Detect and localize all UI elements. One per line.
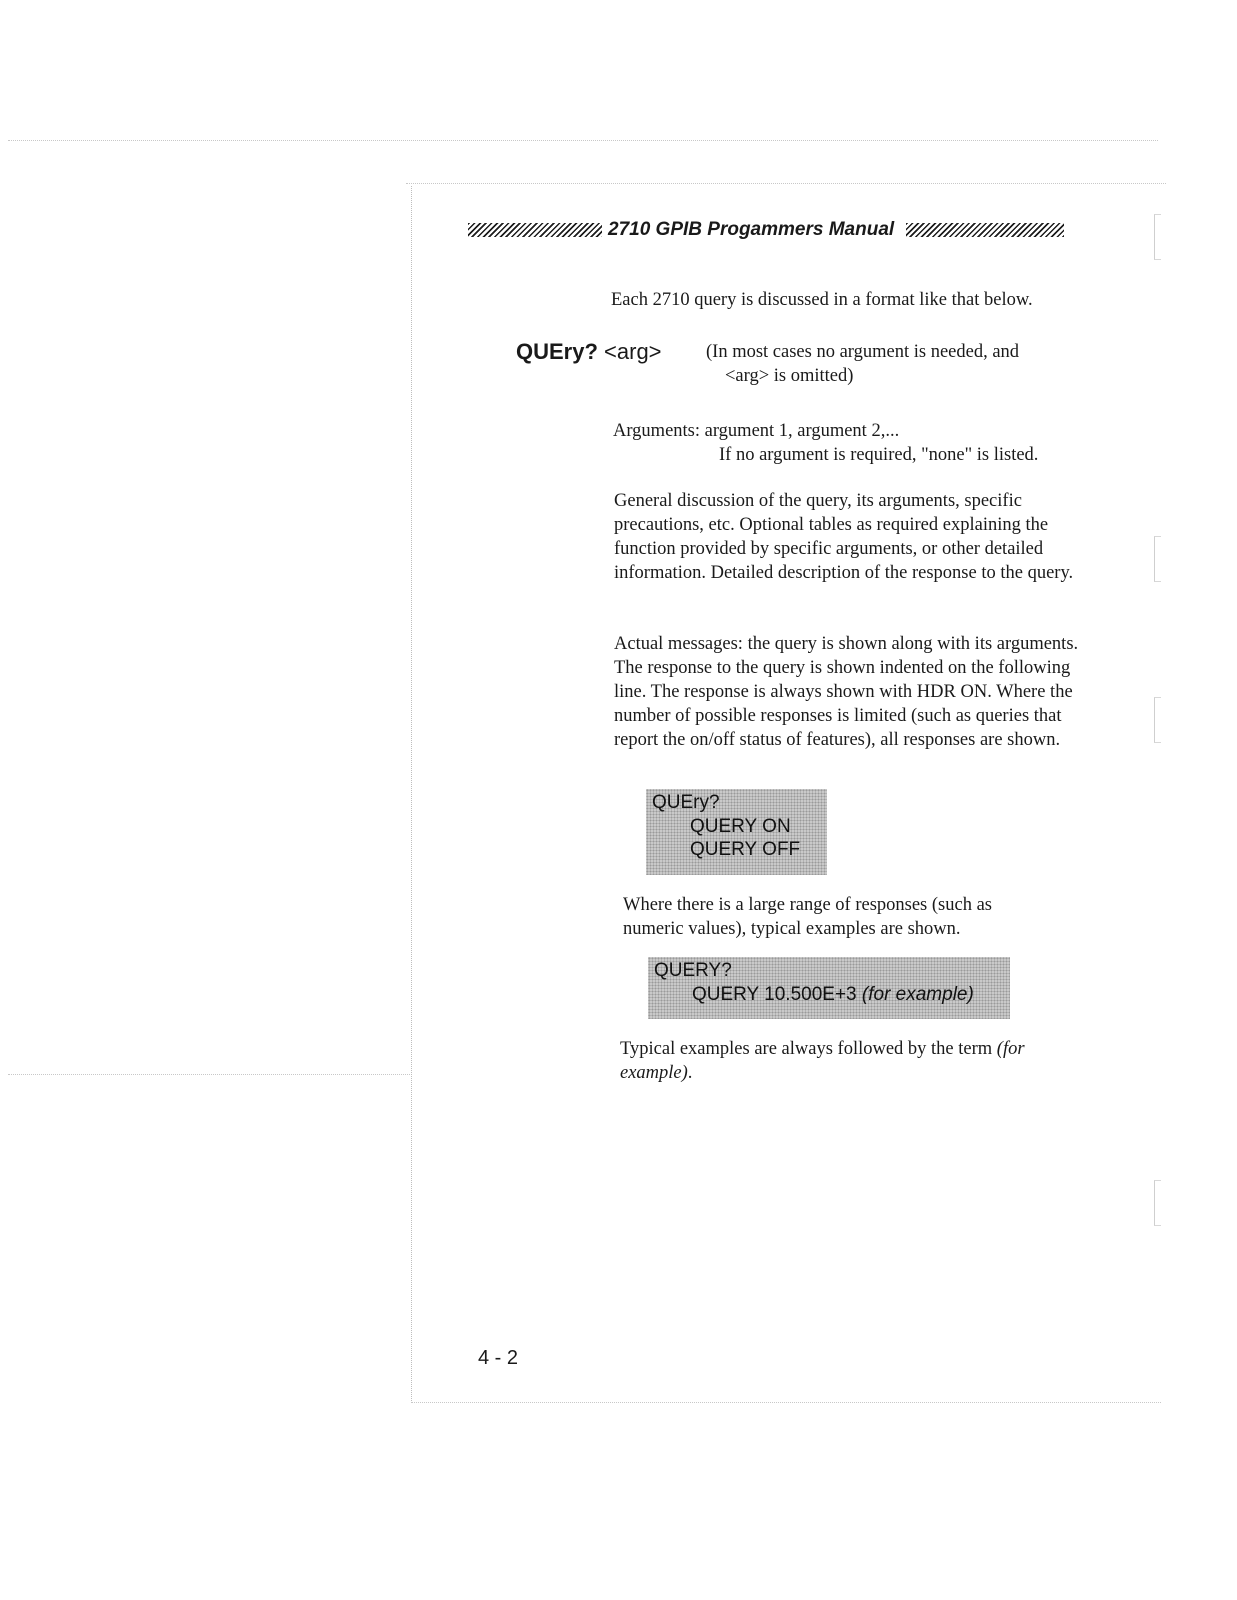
example1-response-off: QUERY OFF (690, 839, 801, 860)
query-command: QUEry? (516, 339, 598, 364)
page-border-bottom (411, 1402, 1161, 1403)
example2-query: QUERY? (654, 960, 732, 981)
large-range-paragraph: Where there is a large range of responses (such as numeric values), typical examples are shown. (623, 895, 992, 939)
example-box-numeric (648, 957, 1010, 1019)
example2-response: QUERY 10.500E+3 (692, 983, 862, 1005)
header-title: 2710 GPIB Progammers Manual (608, 219, 895, 240)
example2-response-line (654, 983, 1004, 1007)
actual-messages-paragraph: Actual messages: the query is shown along with its arguments. The response to the query is shown indented on the following line. The response is always shown with HDR ON. Where the number of possible responses is limited (such as queries that report the on/off status of features), all responses are shown. (614, 634, 1079, 750)
query-note (706, 340, 1086, 388)
header-hatch-right (906, 223, 1064, 237)
page-number: 4 - 2 (478, 1347, 519, 1369)
example1-response-on: QUERY ON (690, 815, 791, 837)
query-note-line2: <arg> is omitted) (725, 366, 854, 386)
query-note-line1: (In most cases no argument is needed, and (706, 342, 1020, 362)
arguments-line2: If no argument is required, "none" is listed. (719, 445, 1039, 465)
example2-response-note: (for example) (861, 983, 974, 1005)
arguments-block (613, 419, 1093, 467)
binding-mark (1154, 1180, 1161, 1226)
typical-prefix: Typical examples are always followed by the term (620, 1039, 997, 1059)
binding-mark (1154, 214, 1161, 260)
header-hatch-left (468, 223, 602, 237)
binding-mark (1154, 536, 1161, 582)
query-arg: <arg> (597, 339, 662, 364)
typical-italic: (for example) (620, 1039, 1025, 1083)
arguments-line1: Arguments: argument 1, argument 2,... (613, 421, 900, 441)
general-discussion-paragraph: General discussion of the query, its arguments, specific precautions, etc. Optional tables as required explaining the function provided by specific arguments, or other detailed information. Detailed description of the response to the query. (614, 491, 1074, 583)
query-syntax (516, 339, 662, 365)
typical-suffix: . (687, 1063, 693, 1083)
running-header (468, 219, 1088, 241)
scan-edge-top (8, 140, 1158, 141)
example1-query: QUEry? (652, 792, 720, 813)
scan-edge-left (8, 1074, 412, 1075)
page-border-top (406, 183, 1166, 184)
intro-text: Each 2710 query is discussed in a format like that below. (611, 290, 1033, 310)
typical-examples-paragraph (620, 1037, 1080, 1085)
page-border-left (411, 186, 412, 1401)
example-box-on-off (646, 789, 827, 875)
binding-mark (1154, 697, 1161, 743)
